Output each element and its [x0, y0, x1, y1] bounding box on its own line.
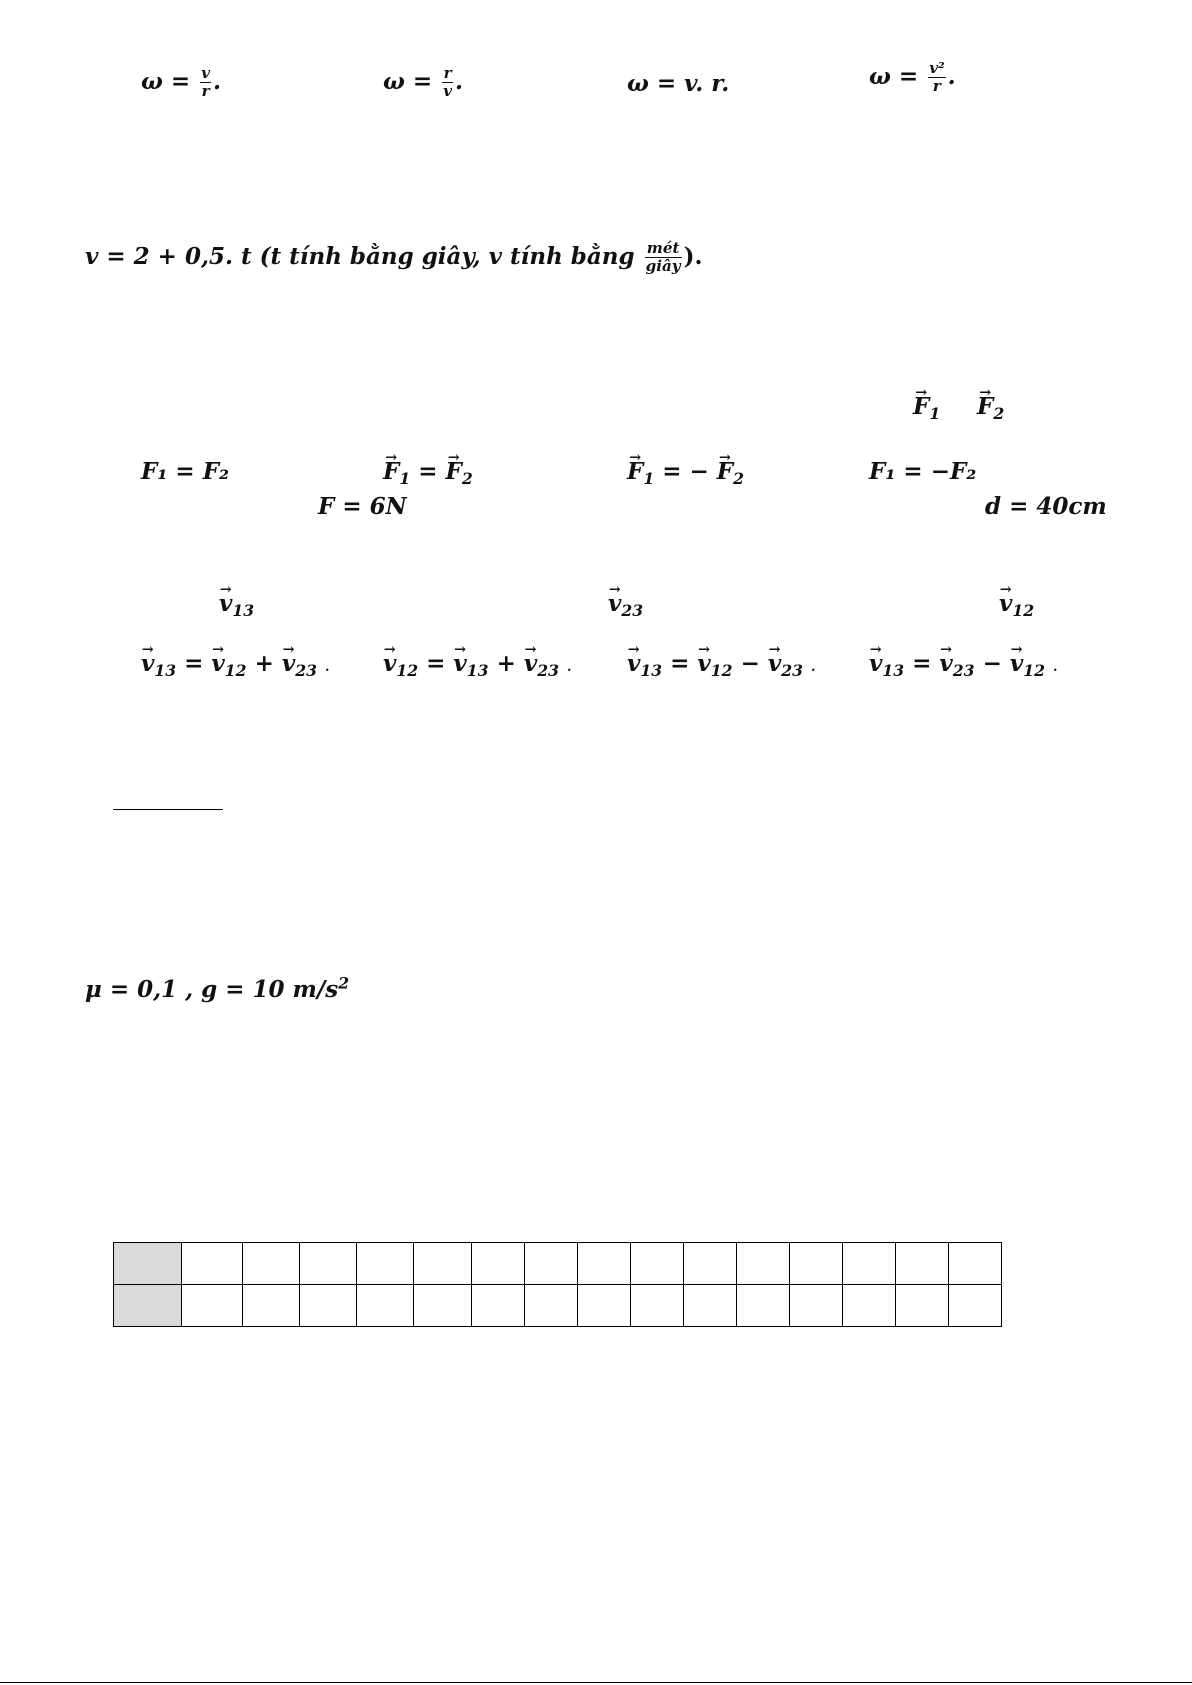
grid-cell[interactable] [684, 1243, 737, 1285]
option-c-forces: → $F_1$ = − → $F_2$ [627, 460, 744, 483]
section-underline [113, 809, 223, 810]
grid-cell[interactable] [243, 1285, 300, 1327]
distance-value: d = 40cm [985, 493, 1107, 520]
option-a-forces: F₁ = F₂ [141, 458, 230, 485]
force-vector-f2: → $F_2$ [977, 395, 1004, 418]
friction-parameters: μ = 0,1 , g = 10 $m/s^2$ [85, 973, 350, 1003]
grid-cell[interactable] [472, 1285, 525, 1327]
velocity-equation: v = 2 + 0,5. t (t tính bằng giây, v tính bằng $\frac{\text{mét}}{\text{giây}}$ ). [85, 239, 703, 276]
grid-cell[interactable] [737, 1243, 790, 1285]
grid-cell[interactable] [357, 1285, 414, 1327]
answer-grid-row [114, 1285, 1002, 1327]
grid-cell[interactable] [631, 1285, 684, 1327]
option-d-omega: ω = $\frac{\text{v²}}{r}$ . [869, 59, 956, 96]
grid-cell[interactable] [472, 1243, 525, 1285]
option-b-forces: → $F_1$ = → $F_2$ [383, 460, 473, 483]
answer-grid-row [114, 1243, 1002, 1285]
grid-cell[interactable] [525, 1285, 578, 1327]
force-value: F = 6N [318, 493, 407, 520]
grid-cell[interactable] [896, 1285, 949, 1327]
grid-cell[interactable] [414, 1243, 472, 1285]
grid-cell[interactable] [300, 1285, 357, 1327]
grid-cell[interactable] [243, 1243, 300, 1285]
grid-cell[interactable] [684, 1285, 737, 1327]
page-bottom-rule [0, 1682, 1192, 1683]
grid-cell[interactable] [300, 1243, 357, 1285]
option-c-velocity: → $v_{13}$ = → $v_{12}$ − → $v_{23}$ . [627, 652, 815, 675]
grid-cell[interactable] [949, 1243, 1002, 1285]
option-d-forces: F₁ = −F₂ [869, 458, 977, 485]
velocity-label-13: → $v_{13}$ [219, 592, 254, 615]
grid-cell[interactable] [843, 1285, 896, 1327]
option-d-velocity: → $v_{13}$ = → $v_{23}$ − → $v_{12}$ . [869, 652, 1057, 675]
option-b-velocity: → $v_{12}$ = → $v_{13}$ + → $v_{23}$ . [383, 652, 571, 675]
grid-cell[interactable] [357, 1243, 414, 1285]
force-vector-f1: → $F_1$ [913, 395, 940, 418]
grid-cell[interactable] [578, 1285, 631, 1327]
grid-cell[interactable] [790, 1285, 843, 1327]
velocity-label-23: → $v_{23}$ [608, 592, 643, 615]
grid-cell[interactable] [182, 1285, 243, 1327]
grid-cell[interactable] [182, 1243, 243, 1285]
grid-header-cell [114, 1243, 182, 1285]
grid-cell[interactable] [949, 1285, 1002, 1327]
option-a-omega: ω = $\frac{v}{r}$ . [141, 64, 222, 101]
option-c-omega: ω = v. r. [627, 70, 730, 97]
grid-cell[interactable] [578, 1243, 631, 1285]
grid-cell[interactable] [525, 1243, 578, 1285]
answer-grid [113, 1242, 1002, 1327]
grid-header-cell [114, 1285, 182, 1327]
grid-cell[interactable] [843, 1243, 896, 1285]
grid-cell[interactable] [790, 1243, 843, 1285]
option-b-omega: ω = $\frac{r}{v}$ . [383, 64, 464, 101]
option-a-velocity: → $v_{13}$ = → $v_{12}$ + → $v_{23}$ . [141, 652, 329, 675]
velocity-label-12: → $v_{12}$ [999, 592, 1034, 615]
grid-cell[interactable] [737, 1285, 790, 1327]
grid-cell[interactable] [896, 1243, 949, 1285]
grid-cell[interactable] [631, 1243, 684, 1285]
grid-cell[interactable] [414, 1285, 472, 1327]
